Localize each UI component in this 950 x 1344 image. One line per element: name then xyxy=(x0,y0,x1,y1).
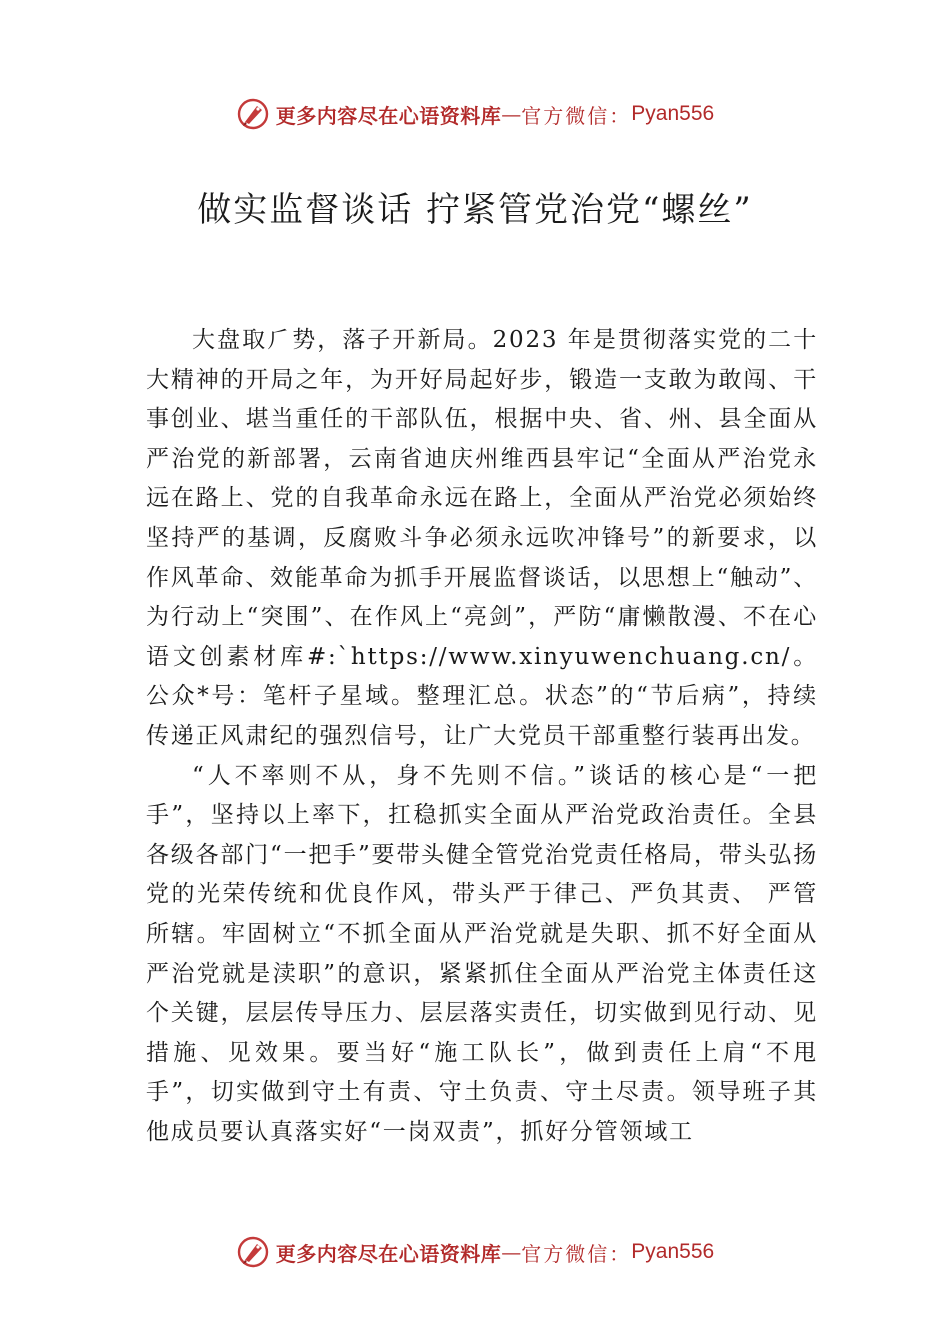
banner-dash: — xyxy=(501,102,522,126)
paragraph-1: 大盘取⺁势，落子开新局。2023 年是贯彻落实党的二十大精神的开局之年，为开好局起好步，锻造一支敢为敢闯、干事创业、堪当重任的干部队伍，根据中央、省、州、县全面从严治党的新部署，云南省迪庆州维西县牢记“全面从严治党永远在路上、党的自我革命永远在路上，全面从严治党必须始终坚持严的基调，反腐败斗争必须永远吹冲锋号”的新要求，以作风革命、效能革命为抓手开展监督谈话，以思想上“触动”、为行动上“突围”、在作风上“亮剑”，严防“庸懒散漫、不在心语文创素材库#:`https://www.xinyuwenchuang.cn/。公众*号：笔杆子星域。整理汇总。状态”的“节后病”，持续传递正风肃纪的强烈信号，让广大党员干部重整行装再出发。 xyxy=(146,327,818,749)
document-body xyxy=(146,321,818,1152)
header-banner xyxy=(0,94,950,134)
document-title: 做实监督谈话 拧紧管党治党“螺丝” xyxy=(197,190,753,230)
banner-wechat-id: Pyan556 xyxy=(631,102,715,125)
banner-dash: — xyxy=(501,1240,522,1264)
banner-wechat-label: 官方微信： xyxy=(521,1241,632,1266)
banner-wechat-label: 官方微信： xyxy=(521,103,632,128)
footer-banner xyxy=(0,1232,950,1272)
pen-nib-logo-icon xyxy=(236,1235,270,1269)
paragraph-2: “人不率则不从，身不先则不信。”谈话的核心是“一把手”，坚持以上率下，扛稳抓实全面从严治党政治责任。全县各级各部门“一把手”要带头健全管党治党责任格局，带头弘扬党的光荣传统和优良作风，带头严于律己、严负其责、 严管所辖。牢固树立“不抓全面从严治党就是失职、抓不好全面从严治党就是渎职”的意识，紧紧抓住全面从严治党主体责任这个关键，层层传导压力、层层落实责任，切实做到见行动、见措施、见效果。要当好“施工队长”，做到责任上肩“不甩手”，切实做到守土有责、守土负责、守土尽责。领导班子其他成员要认真落实好“一岗双责”，抓好分管领域工 xyxy=(146,762,818,1145)
banner-brand: 更多内容尽在心语资料库 xyxy=(275,103,502,128)
banner-wechat-id: Pyan556 xyxy=(631,1240,715,1263)
pen-nib-logo-icon xyxy=(236,97,270,131)
banner-brand: 更多内容尽在心语资料库 xyxy=(275,1241,502,1266)
